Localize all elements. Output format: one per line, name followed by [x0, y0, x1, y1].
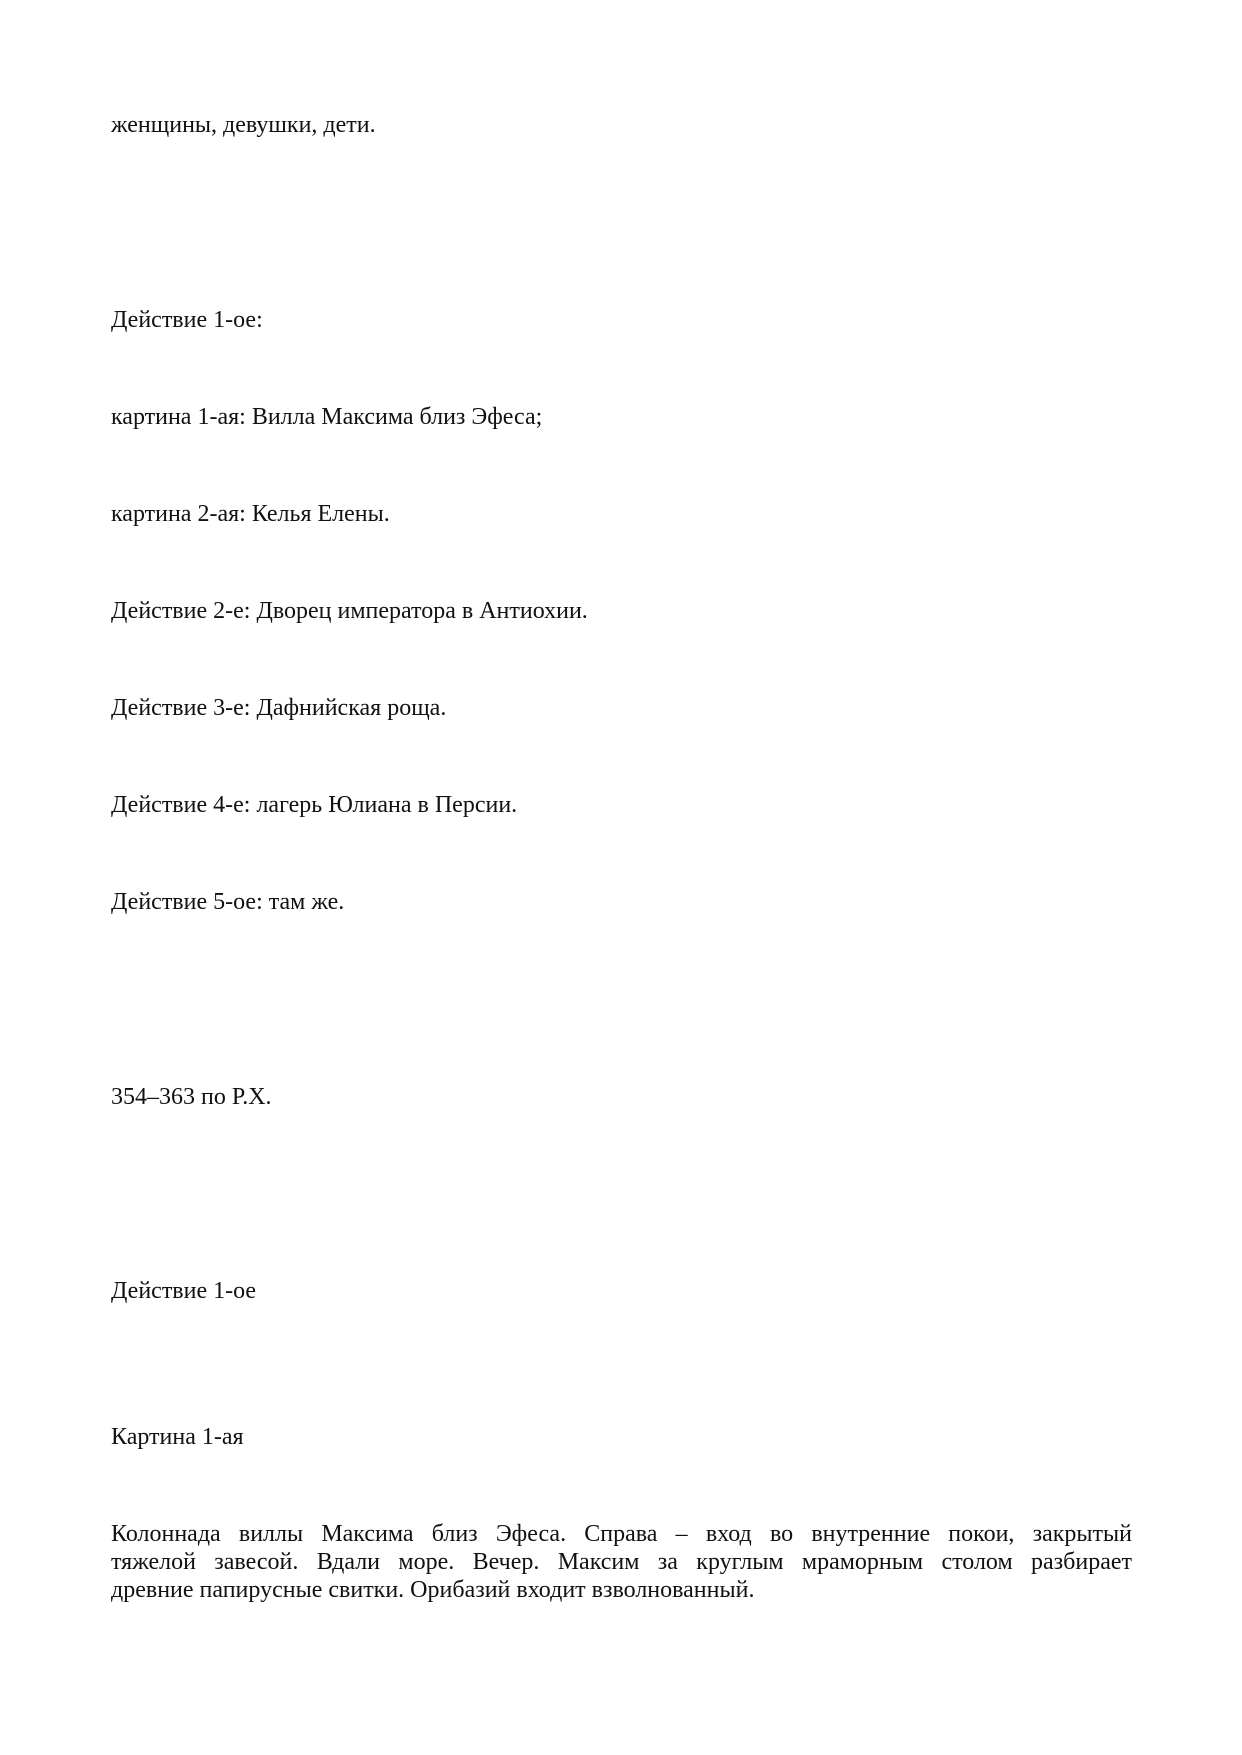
act-5-line: Действие 5-ое: там же. [111, 889, 345, 915]
scene-heading: Картина 1-ая [111, 1424, 244, 1450]
scene-1-line: картина 1-ая: Вилла Максима близ Эфеса; [111, 404, 543, 430]
scene-2-line: картина 2-ая: Келья Елены. [111, 501, 390, 527]
act-1-heading: Действие 1-ое: [111, 307, 263, 333]
stage-direction-paragraph [111, 1520, 1132, 1604]
paragraph-line: Колоннада виллы Максима близ Эфеса. Справа – вход во внутренние покои, закрытый [111, 1521, 1132, 1547]
date-line: 354–363 по Р.Х. [111, 1084, 272, 1110]
act-3-line: Действие 3-е: Дафнийская роща. [111, 695, 447, 721]
act-heading: Действие 1-ое [111, 1278, 257, 1304]
cast-line: женщины, девушки, дети. [111, 112, 376, 138]
paragraph-line: тяжелой завесой. Вдали море. Вечер. Максим за круглым мраморным столом разбирает [111, 1549, 1132, 1575]
act-2-line: Действие 2-е: Дворец императора в Антиохии. [111, 598, 588, 624]
act-4-line: Действие 4-е: лагерь Юлиана в Персии. [111, 792, 518, 818]
paragraph-line: древние папирусные свитки. Орибазий входит взволнованный. [111, 1577, 755, 1603]
